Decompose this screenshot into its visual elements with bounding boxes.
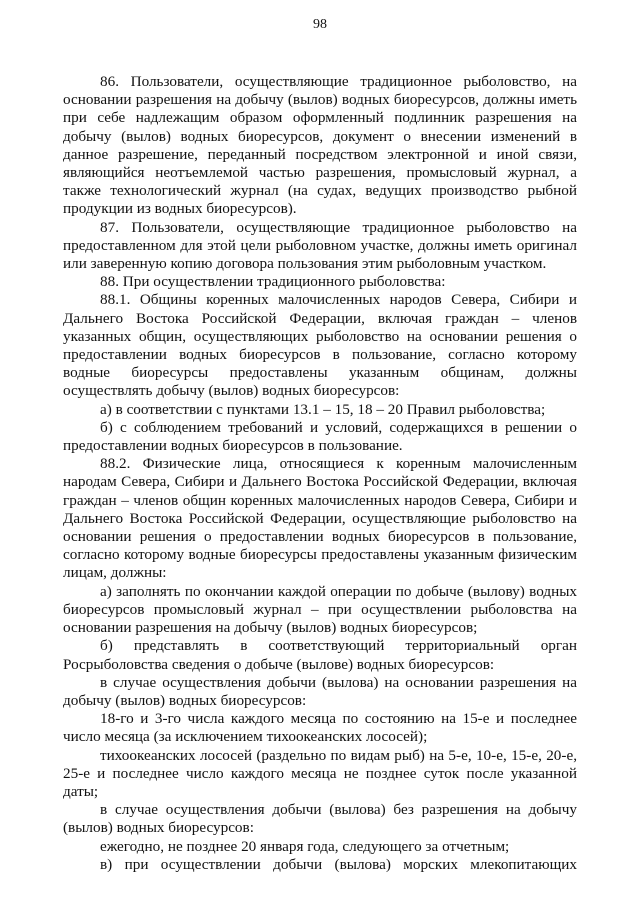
paragraph-88-1: 88.1. Общины коренных малочисленных народов Севера, Сибири и Дальнего Востока Российской Федерации, включая граждан – членов указанных общин, осуществляющих рыболовство на основании решения о предоставлении водных биоресурсов в пользование, согласно которому водные биоресурсы предоставлены указанным общинам, должны осуществлять добычу (вылов) водных биоресурсов: bbox=[63, 291, 577, 400]
paragraph-88-2-b: б) представлять в соответствующий территориальный орган Росрыболовства сведения о добыче (вылове) водных биоресурсов: bbox=[63, 637, 577, 673]
paragraph-monthly-report: 18-го и 3-го числа каждого месяца по состоянию на 15-е и последнее число месяца (за исключением тихоокеанских лососей); bbox=[63, 710, 577, 746]
paragraph-88-2-a: а) заполнять по окончании каждой операции по добыче (вылову) водных биоресурсов промысловый журнал – при осуществлении рыболовства на основании разрешения на добычу (вылов) водных биоресурсов; bbox=[63, 582, 577, 637]
paragraph-annual-report: ежегодно, не позднее 20 января года, следующего за отчетным; bbox=[100, 837, 510, 855]
paragraph-pacific-salmon: тихоокеанских лососей (раздельно по видам рыб) на 5-е, 10-е, 15-е, 20-е, 25-е и последнее число каждого месяца не позднее суток после указанной даты; bbox=[63, 746, 577, 800]
paragraph-88-1-a: а) в соответствии с пунктами 13.1 – 15, 18 – 20 Правил рыболовства; bbox=[100, 400, 546, 418]
paragraph-88: 88. При осуществлении традиционного рыболовства: bbox=[100, 273, 446, 291]
paragraph-88-1-b: б) с соблюдением требований и условий, содержащихся в решении о предоставлении водных биоресурсов в пользование. bbox=[63, 418, 577, 455]
paragraph-87: 87. Пользователи, осуществляющие традиционное рыболовство на предоставленном для этой цели рыболовном участке, должны иметь оригинал или заверенную копию договора пользования этим рыболовным участком. bbox=[63, 218, 577, 273]
paragraph-88-2-v: в) при осуществлении добычи (вылова) морских млекопитающих bbox=[100, 855, 577, 873]
paragraph-88-2: 88.2. Физические лица, относящиеся к коренным малочисленным народам Севера, Сибири и Дальнего Востока Российской Федерации, включая граждан – членов общин коренных малочисленных народов Севера, Сибири и Дальнего Востока Российской Федерации, осуществляющие рыболовство на основании решения о предоставлении водных биоресурсов в пользование, согласно которому водные биоресурсы предоставлены указанным физическим лицам, должны: bbox=[63, 455, 577, 582]
page-number: 98 bbox=[313, 17, 327, 32]
paragraph-with-permit: в случае осуществления добычи (вылова) на основании разрешения на добычу (вылов) водных биоресурсов: bbox=[63, 673, 577, 709]
paragraph-without-permit: в случае осуществления добычи (вылова) без разрешения на добычу (вылов) водных биоресурсов: bbox=[63, 801, 577, 837]
paragraph-86: 86. Пользователи, осуществляющие традиционное рыболовство, на основании разрешения на добычу (вылов) водных биоресурсов, должны иметь при себе надлежащим образом оформленный подлинник разрешения на добычу (вылов) водных биоресурсов, документ о внесении изменений в данное разрешение, переданный посредством электронной и иной связи, являющийся неотъемлемой частью разрешения, промысловый журнал, а также технологический журнал (на судах, ведущих производство рыбной продукции из водных биоресурсов). bbox=[63, 73, 577, 218]
document-body bbox=[63, 73, 577, 874]
